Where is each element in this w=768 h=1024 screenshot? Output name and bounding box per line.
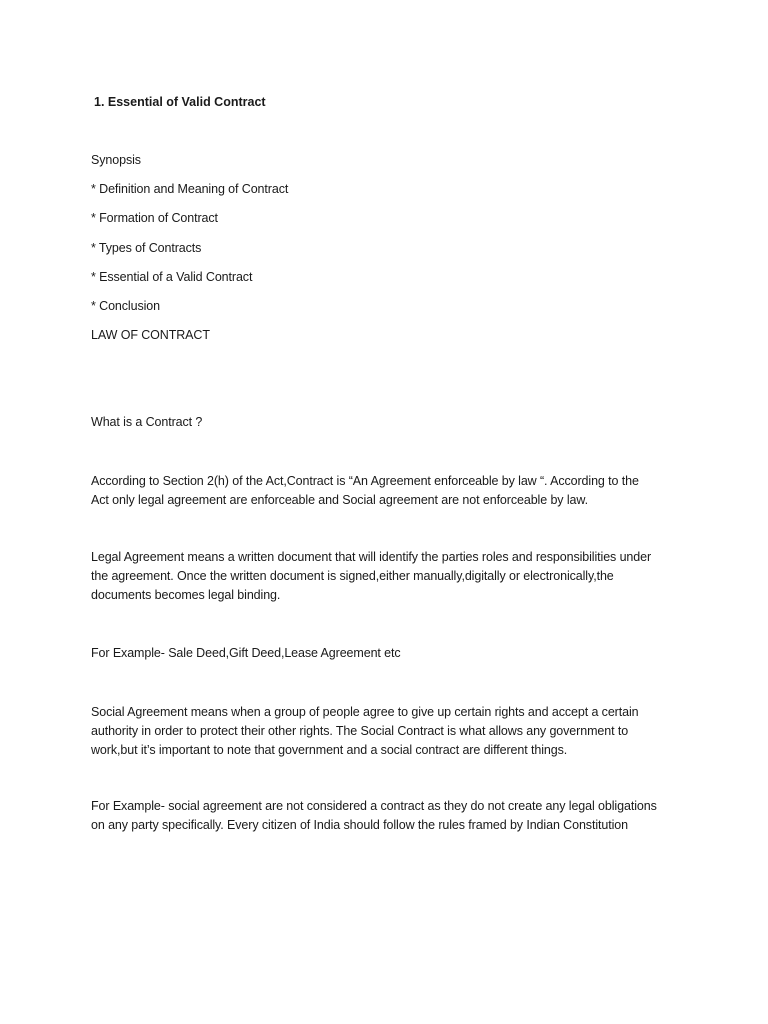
paragraph-social-agreement (91, 703, 691, 760)
paragraph-line: Social Agreement means when a group of people agree to give up certain rights and accept a certain (91, 705, 639, 719)
synopsis-heading: Synopsis (91, 153, 141, 167)
paragraph-legal-example (91, 644, 691, 663)
synopsis-item: * Essential of a Valid Contract (91, 270, 253, 284)
paragraph-social-example (91, 797, 691, 835)
synopsis-item: * Definition and Meaning of Contract (91, 182, 289, 196)
paragraph-line: Act only legal agreement are enforceable and Social agreement are not enforceable by law. (91, 493, 588, 507)
section-heading: LAW OF CONTRACT (91, 328, 210, 342)
paragraph-line: work,but it’s important to note that government and a social contract are different things. (91, 743, 568, 757)
paragraph-line: For Example- social agreement are not considered a contract as they do not create any legal obligations (91, 799, 657, 813)
synopsis-item: * Types of Contracts (91, 241, 202, 255)
paragraph-line: on any party specifically. Every citizen of India should follow the rules framed by Indian Constitution (91, 818, 628, 832)
document-title: 1. Essential of Valid Contract (94, 95, 266, 109)
synopsis-item: * Formation of Contract (91, 211, 218, 225)
synopsis-item: * Conclusion (91, 299, 160, 313)
paragraph-line: Legal Agreement means a written document that will identify the parties roles and responsibilities under (91, 550, 652, 564)
paragraph-line: authority in order to protect their other rights. The Social Contract is what allows any government to (91, 724, 629, 738)
paragraph-line: According to Section 2(h) of the Act,Contract is “An Agreement enforceable by law “. According to the (91, 474, 639, 488)
paragraph-line: the agreement. Once the written document is signed,either manually,digitally or electronically,the (91, 569, 614, 583)
question-heading: What is a Contract ? (91, 415, 203, 429)
paragraph-legal-agreement (91, 548, 691, 605)
paragraph-line: documents becomes legal binding. (91, 588, 281, 602)
paragraph-line: For Example- Sale Deed,Gift Deed,Lease Agreement etc (91, 646, 401, 660)
paragraph-definition (91, 472, 691, 510)
